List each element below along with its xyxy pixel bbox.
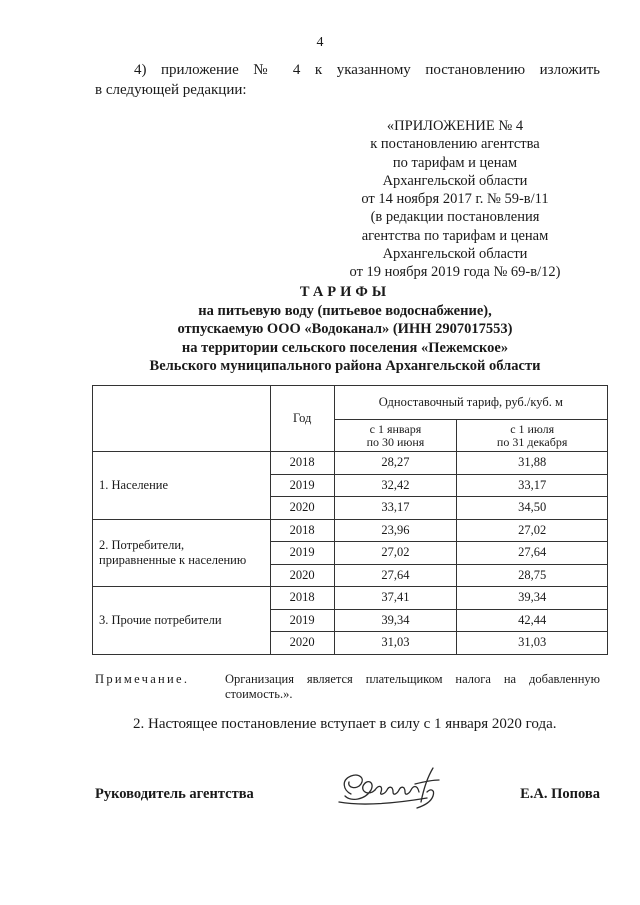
year-cell: 2019 — [270, 474, 334, 497]
signatory-role: Руководитель агентства — [95, 786, 254, 802]
appendix-line: агентства по тарифам и ценам — [361, 227, 549, 244]
tariff-cell: 39,34 — [334, 609, 457, 632]
note-text-line-2: стоимость.». — [225, 687, 293, 701]
year-cell: 2018 — [270, 519, 334, 542]
page-number: 4 — [316, 35, 324, 50]
tariff-cell: 33,17 — [334, 497, 457, 520]
tariff-cell: 27,02 — [457, 519, 608, 542]
item-4-line-1: 4) приложение № 4 к указанному постановлению изложить — [134, 62, 600, 78]
category-label: 1. Население — [99, 477, 169, 492]
period-2-line: с 1 июля — [510, 421, 555, 436]
appendix-line: от 19 ноября 2019 года № 69-в/12) — [349, 264, 561, 281]
year-cell: 2018 — [270, 452, 334, 475]
tariff-cell: 23,96 — [334, 519, 457, 542]
period-2-header — [457, 420, 608, 452]
year-cell: 2020 — [270, 497, 334, 520]
appendix-header — [330, 117, 580, 282]
category-cell — [93, 587, 271, 655]
signatory-name: Е.А. Попова — [520, 786, 600, 802]
table-row — [93, 452, 608, 475]
year-cell: 2018 — [270, 587, 334, 610]
period-1-line: по 30 июня — [366, 434, 425, 449]
tariff-cell: 28,27 — [334, 452, 457, 475]
period-2-line: по 31 декабря — [496, 434, 568, 449]
tariff-title — [90, 283, 600, 376]
tariff-header: Одноставочный тариф, руб./куб. м — [334, 386, 607, 420]
tariff-cell: 39,34 — [457, 587, 608, 610]
title-line: отпускаемую ООО «Водоканал» (ИНН 2907017553) — [177, 321, 513, 337]
table-row — [93, 587, 608, 610]
year-cell: 2020 — [270, 564, 334, 587]
year-cell: 2019 — [270, 609, 334, 632]
tariff-cell: 31,03 — [457, 632, 608, 655]
table-header-row — [93, 386, 608, 420]
year-cell: 2020 — [270, 632, 334, 655]
title-heading: ТАРИФЫ — [299, 284, 391, 300]
year-cell: 2019 — [270, 542, 334, 565]
tariff-cell: 27,02 — [334, 542, 457, 565]
tariff-cell: 27,64 — [334, 564, 457, 587]
category-cell — [93, 519, 271, 587]
tariff-cell: 28,75 — [457, 564, 608, 587]
tariff-cell: 27,64 — [457, 542, 608, 565]
tariff-cell: 33,17 — [457, 474, 608, 497]
tariff-cell: 32,42 — [334, 474, 457, 497]
category-label: приравненные к населению — [99, 552, 247, 567]
note-label: Примечание. — [95, 672, 190, 686]
item-4-paragraph — [95, 60, 600, 100]
tariff-cell: 31,03 — [334, 632, 457, 655]
tariff-cell: 31,88 — [457, 452, 608, 475]
handwritten-signature-image — [331, 762, 451, 814]
note-text-line-1: Организация является плательщиком налога на добавленную — [225, 672, 600, 686]
appendix-line: по тарифам и ценам — [392, 154, 518, 171]
category-label: 2. Потребители, — [99, 537, 185, 552]
title-line: на территории сельского поселения «Пежемское» — [181, 339, 509, 356]
item-4-line-2: в следующей редакции: — [95, 82, 247, 98]
item-2-paragraph: 2. Настоящее постановление вступает в силу с 1 января 2020 года. — [133, 716, 557, 732]
tariff-cell: 34,50 — [457, 497, 608, 520]
tariff-cell: 42,44 — [457, 609, 608, 632]
period-1-line: с 1 января — [369, 421, 422, 436]
appendix-line: (в редакции постановления — [370, 209, 540, 226]
tariff-table — [92, 385, 608, 655]
category-label: 3. Прочие потребители — [99, 612, 222, 627]
tariff-cell: 37,41 — [334, 587, 457, 610]
year-header: Год — [270, 386, 334, 452]
title-line: на питьевую воду (питьевое водоснабжение), — [198, 302, 492, 319]
appendix-line: от 14 ноября 2017 г. № 59-в/11 — [361, 191, 549, 208]
table-row — [93, 519, 608, 542]
period-1-header — [334, 420, 457, 452]
category-header-cell — [93, 386, 271, 452]
appendix-line: Архангельской области — [382, 172, 528, 189]
signature-block — [95, 786, 600, 816]
title-line: Вельского муниципального района Архангельской области — [149, 358, 541, 374]
category-cell — [93, 452, 271, 520]
appendix-line: Архангельской области — [382, 246, 528, 263]
appendix-line: к постановлению агентства — [370, 136, 540, 153]
appendix-line: «ПРИЛОЖЕНИЕ № 4 — [386, 118, 524, 134]
